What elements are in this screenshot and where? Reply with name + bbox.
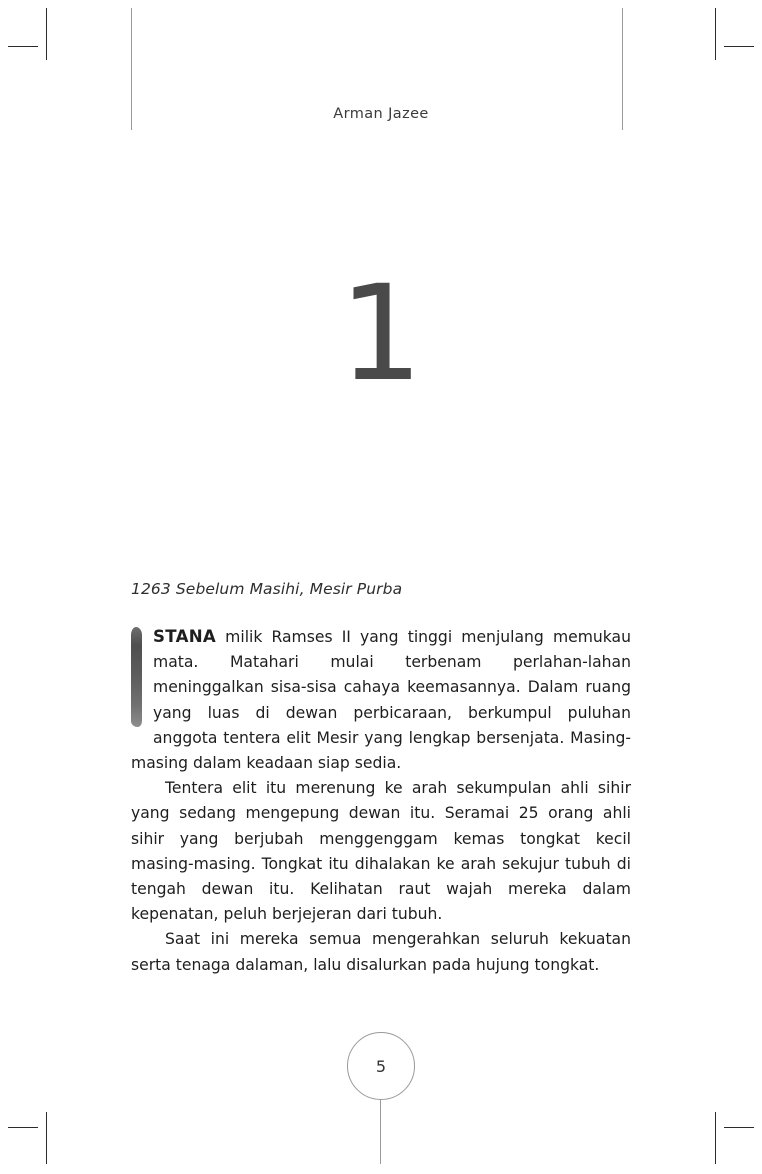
crop-mark-bottom-left-horizontal (8, 1127, 38, 1128)
paragraph-3-text: Saat ini mereka semua mengerahkan seluruh kekuatan serta tenaga dalaman, lalu disalurkan pada hujung tongkat. (131, 930, 631, 974)
crop-mark-bottom-right-horizontal (724, 1127, 754, 1128)
paragraph-1-text: milik Ramses II yang tinggi menjulang memukau mata. Matahari mulai terbenam perlahan-lahan meninggalkan sisa-sisa cahaya keemasannya. Dalam ruang yang luas di dewan perbicaraan, berkumpul puluhan anggota tentera elit Mesir yang lengkap bersenjata. Masing-masing dalam keadaan siap sedia. (131, 628, 631, 773)
paragraph-1 (131, 624, 631, 776)
crop-mark-bottom-right-vertical (715, 1112, 716, 1164)
crop-mark-top-left-vertical (46, 8, 47, 60)
body-text-block (131, 580, 631, 978)
paragraph-3 (131, 927, 631, 977)
crop-mark-bottom-left-vertical (46, 1112, 47, 1164)
page-number-badge (347, 1032, 415, 1100)
crop-mark-top-right-vertical (715, 8, 716, 60)
drop-cap-brush-icon (131, 627, 142, 727)
paragraph-2-text: Tentera elit itu merenung ke arah sekumpulan ahli sihir yang sedang mengepung dewan itu. Seramai 25 orang ahli sihir yang berjubah menggenggam kemas tongkat kecil masing-masing. Tongkat itu dihalakan ke arah sekujur tubuh di tengah dewan itu. Kelihatan raut wajah mereka dalam kepenatan, peluh berjejeran dari tubuh. (131, 779, 631, 924)
paragraph-lead-word: STANA (153, 627, 217, 646)
running-head-author: Arman Jazee (333, 106, 429, 122)
chapter-number: 1 (339, 257, 423, 411)
crop-mark-top-right-horizontal (724, 46, 754, 47)
crop-mark-top-left-horizontal (8, 46, 38, 47)
paragraph-2 (131, 776, 631, 927)
scene-setting-line: 1263 Sebelum Masihi, Mesir Purba (131, 580, 403, 598)
page-number: 5 (375, 1056, 387, 1076)
layout-guide-bottom-stem (380, 1098, 381, 1164)
